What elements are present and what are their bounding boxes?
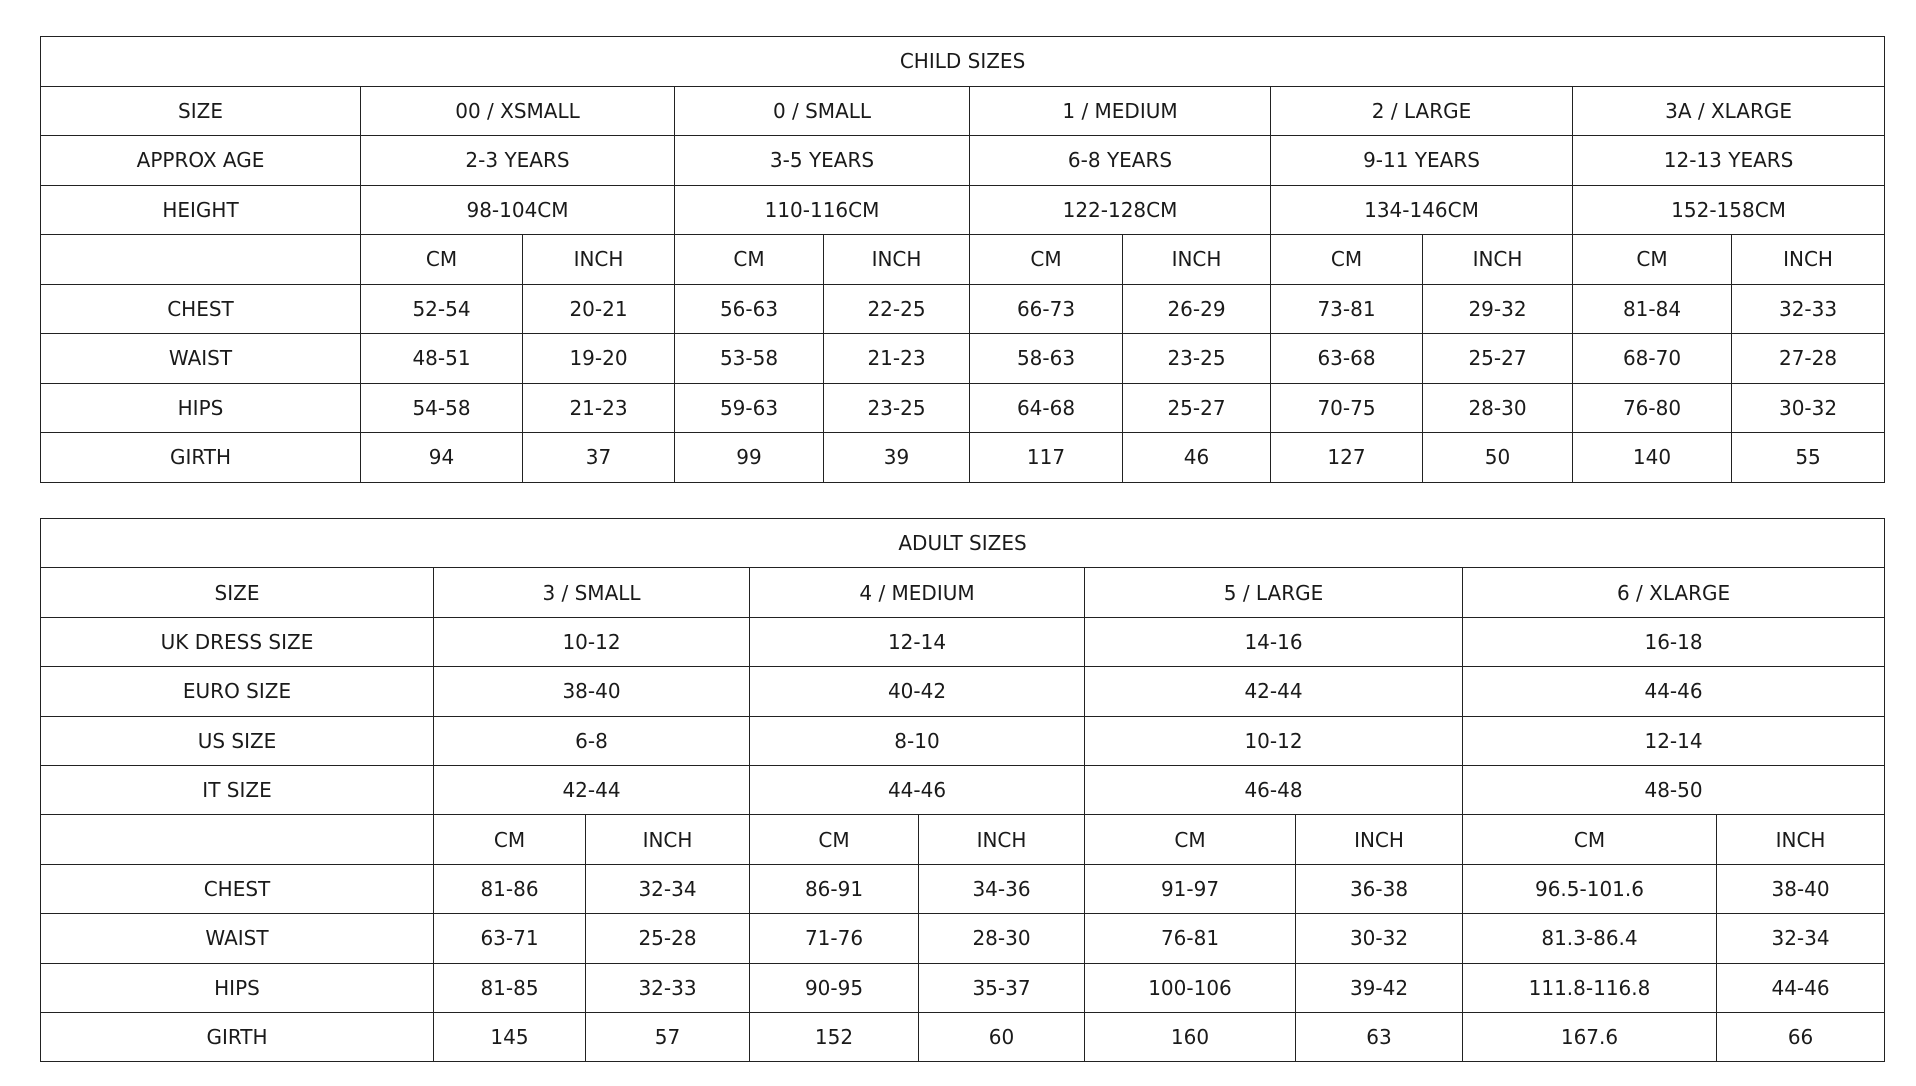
row-label-hips: HIPS: [41, 963, 434, 1012]
measure-cell: 81-85: [434, 963, 586, 1012]
it-size-cell: 46-48: [1085, 765, 1463, 814]
row-label-size: SIZE: [41, 86, 361, 136]
height-cell: 134-146CM: [1271, 185, 1573, 235]
measure-cell: 55: [1732, 433, 1885, 483]
measure-cell: 66: [1717, 1012, 1885, 1061]
measure-cell: 86-91: [750, 864, 919, 913]
measure-cell: 96.5-101.6: [1463, 864, 1717, 913]
measure-cell: 19-20: [523, 334, 675, 384]
adult-title-row: [41, 519, 1885, 568]
unit-cm: CM: [750, 815, 919, 864]
measure-cell: 32-34: [1717, 914, 1885, 963]
measure-cell: 90-95: [750, 963, 919, 1012]
measure-cell: 44-46: [1717, 963, 1885, 1012]
adult-table-title: ADULT SIZES: [41, 519, 1885, 568]
measure-cell: 111.8-116.8: [1463, 963, 1717, 1012]
size-cell: 6 / XLARGE: [1463, 568, 1885, 617]
measure-cell: 34-36: [919, 864, 1085, 913]
child-measure-row: [41, 334, 1885, 384]
measure-cell: 28-30: [1423, 383, 1573, 433]
measure-cell: 91-97: [1085, 864, 1296, 913]
unit-cm: CM: [1573, 235, 1732, 285]
measure-cell: 28-30: [919, 914, 1085, 963]
it-size-cell: 48-50: [1463, 765, 1885, 814]
measure-cell: 25-27: [1423, 334, 1573, 384]
unit-inch: INCH: [523, 235, 675, 285]
measure-cell: 60: [919, 1012, 1085, 1061]
measure-cell: 50: [1423, 433, 1573, 483]
measure-cell: 70-75: [1271, 383, 1423, 433]
unit-cm: CM: [970, 235, 1123, 285]
row-label-girth: GIRTH: [41, 433, 361, 483]
row-label-uk-dress-size: UK DRESS SIZE: [41, 617, 434, 666]
uk-size-cell: 10-12: [434, 617, 750, 666]
measure-cell: 32-33: [586, 963, 750, 1012]
measure-cell: 73-81: [1271, 284, 1423, 334]
uk-size-cell: 12-14: [750, 617, 1085, 666]
measure-cell: 29-32: [1423, 284, 1573, 334]
us-size-cell: 10-12: [1085, 716, 1463, 765]
unit-cm: CM: [1271, 235, 1423, 285]
child-height-row: [41, 185, 1885, 235]
measure-cell: 39-42: [1296, 963, 1463, 1012]
height-cell: 152-158CM: [1573, 185, 1885, 235]
euro-size-cell: 38-40: [434, 667, 750, 716]
row-label-size: SIZE: [41, 568, 434, 617]
unit-inch: INCH: [1296, 815, 1463, 864]
adult-measure-row: [41, 864, 1885, 913]
measure-cell: 63: [1296, 1012, 1463, 1061]
child-unit-row: [41, 235, 1885, 285]
measure-cell: 81.3-86.4: [1463, 914, 1717, 963]
us-size-cell: 8-10: [750, 716, 1085, 765]
row-label-euro-size: EURO SIZE: [41, 667, 434, 716]
unit-cm: CM: [434, 815, 586, 864]
unit-inch: INCH: [1423, 235, 1573, 285]
measure-cell: 56-63: [675, 284, 824, 334]
age-cell: 12-13 YEARS: [1573, 136, 1885, 186]
measure-cell: 99: [675, 433, 824, 483]
unit-inch: INCH: [586, 815, 750, 864]
measure-cell: 36-38: [1296, 864, 1463, 913]
child-table-title: CHILD SIZES: [41, 37, 1885, 87]
measure-cell: 25-28: [586, 914, 750, 963]
unit-inch: INCH: [1732, 235, 1885, 285]
measure-cell: 145: [434, 1012, 586, 1061]
measure-cell: 25-27: [1123, 383, 1271, 433]
measure-cell: 167.6: [1463, 1012, 1717, 1061]
unit-cm: CM: [1463, 815, 1717, 864]
child-measure-row: [41, 433, 1885, 483]
height-cell: 110-116CM: [675, 185, 970, 235]
us-size-cell: 6-8: [434, 716, 750, 765]
measure-cell: 48-51: [361, 334, 523, 384]
measure-cell: 20-21: [523, 284, 675, 334]
measure-cell: 66-73: [970, 284, 1123, 334]
adult-euro-row: [41, 667, 1885, 716]
measure-cell: 152: [750, 1012, 919, 1061]
age-cell: 2-3 YEARS: [361, 136, 675, 186]
measure-cell: 81-86: [434, 864, 586, 913]
measure-cell: 57: [586, 1012, 750, 1061]
uk-size-cell: 16-18: [1463, 617, 1885, 666]
unit-cm: CM: [675, 235, 824, 285]
measure-cell: 76-81: [1085, 914, 1296, 963]
measure-cell: 59-63: [675, 383, 824, 433]
uk-size-cell: 14-16: [1085, 617, 1463, 666]
measure-cell: 71-76: [750, 914, 919, 963]
size-cell: 3A / XLARGE: [1573, 86, 1885, 136]
euro-size-cell: 44-46: [1463, 667, 1885, 716]
row-label-waist: WAIST: [41, 334, 361, 384]
euro-size-cell: 42-44: [1085, 667, 1463, 716]
measure-cell: 54-58: [361, 383, 523, 433]
measure-cell: 21-23: [523, 383, 675, 433]
adult-uk-row: [41, 617, 1885, 666]
unit-cm: CM: [1085, 815, 1296, 864]
adult-us-row: [41, 716, 1885, 765]
measure-cell: 26-29: [1123, 284, 1271, 334]
row-label-waist: WAIST: [41, 914, 434, 963]
it-size-cell: 44-46: [750, 765, 1085, 814]
adult-measure-row: [41, 914, 1885, 963]
measure-cell: 117: [970, 433, 1123, 483]
child-title-row: [41, 37, 1885, 87]
measure-cell: 64-68: [970, 383, 1123, 433]
measure-cell: 140: [1573, 433, 1732, 483]
size-cell: 1 / MEDIUM: [970, 86, 1271, 136]
size-cell: 3 / SMALL: [434, 568, 750, 617]
measure-cell: 23-25: [1123, 334, 1271, 384]
measure-cell: 52-54: [361, 284, 523, 334]
measure-cell: 53-58: [675, 334, 824, 384]
unit-row-blank: [41, 815, 434, 864]
measure-cell: 63-68: [1271, 334, 1423, 384]
size-cell: 5 / LARGE: [1085, 568, 1463, 617]
measure-cell: 58-63: [970, 334, 1123, 384]
measure-cell: 94: [361, 433, 523, 483]
euro-size-cell: 40-42: [750, 667, 1085, 716]
adult-measure-row: [41, 1012, 1885, 1061]
measure-cell: 160: [1085, 1012, 1296, 1061]
measure-cell: 46: [1123, 433, 1271, 483]
measure-cell: 23-25: [824, 383, 970, 433]
height-cell: 122-128CM: [970, 185, 1271, 235]
measure-cell: 30-32: [1732, 383, 1885, 433]
it-size-cell: 42-44: [434, 765, 750, 814]
adult-it-row: [41, 765, 1885, 814]
size-cell: 00 / XSMALL: [361, 86, 675, 136]
row-label-chest: CHEST: [41, 284, 361, 334]
row-label-chest: CHEST: [41, 864, 434, 913]
age-cell: 9-11 YEARS: [1271, 136, 1573, 186]
adult-measure-row: [41, 963, 1885, 1012]
measure-cell: 30-32: [1296, 914, 1463, 963]
age-cell: 6-8 YEARS: [970, 136, 1271, 186]
unit-inch: INCH: [1123, 235, 1271, 285]
size-cell: 2 / LARGE: [1271, 86, 1573, 136]
child-sizes-table: [40, 36, 1885, 483]
child-measure-row: [41, 284, 1885, 334]
measure-cell: 38-40: [1717, 864, 1885, 913]
row-label-approx-age: APPROX AGE: [41, 136, 361, 186]
child-age-row: [41, 136, 1885, 186]
child-measure-row: [41, 383, 1885, 433]
measure-cell: 37: [523, 433, 675, 483]
row-label-it-size: IT SIZE: [41, 765, 434, 814]
age-cell: 3-5 YEARS: [675, 136, 970, 186]
measure-cell: 81-84: [1573, 284, 1732, 334]
unit-cm: CM: [361, 235, 523, 285]
row-label-us-size: US SIZE: [41, 716, 434, 765]
size-cell: 0 / SMALL: [675, 86, 970, 136]
unit-row-blank: [41, 235, 361, 285]
measure-cell: 76-80: [1573, 383, 1732, 433]
row-label-hips: HIPS: [41, 383, 361, 433]
us-size-cell: 12-14: [1463, 716, 1885, 765]
measure-cell: 68-70: [1573, 334, 1732, 384]
row-label-girth: GIRTH: [41, 1012, 434, 1061]
measure-cell: 127: [1271, 433, 1423, 483]
adult-size-row: [41, 568, 1885, 617]
adult-sizes-table: [40, 518, 1885, 1062]
measure-cell: 21-23: [824, 334, 970, 384]
unit-inch: INCH: [1717, 815, 1885, 864]
measure-cell: 32-33: [1732, 284, 1885, 334]
child-size-row: [41, 86, 1885, 136]
unit-inch: INCH: [919, 815, 1085, 864]
row-label-height: HEIGHT: [41, 185, 361, 235]
unit-inch: INCH: [824, 235, 970, 285]
measure-cell: 32-34: [586, 864, 750, 913]
measure-cell: 39: [824, 433, 970, 483]
measure-cell: 35-37: [919, 963, 1085, 1012]
measure-cell: 100-106: [1085, 963, 1296, 1012]
measure-cell: 63-71: [434, 914, 586, 963]
measure-cell: 27-28: [1732, 334, 1885, 384]
adult-unit-row: [41, 815, 1885, 864]
height-cell: 98-104CM: [361, 185, 675, 235]
size-cell: 4 / MEDIUM: [750, 568, 1085, 617]
measure-cell: 22-25: [824, 284, 970, 334]
